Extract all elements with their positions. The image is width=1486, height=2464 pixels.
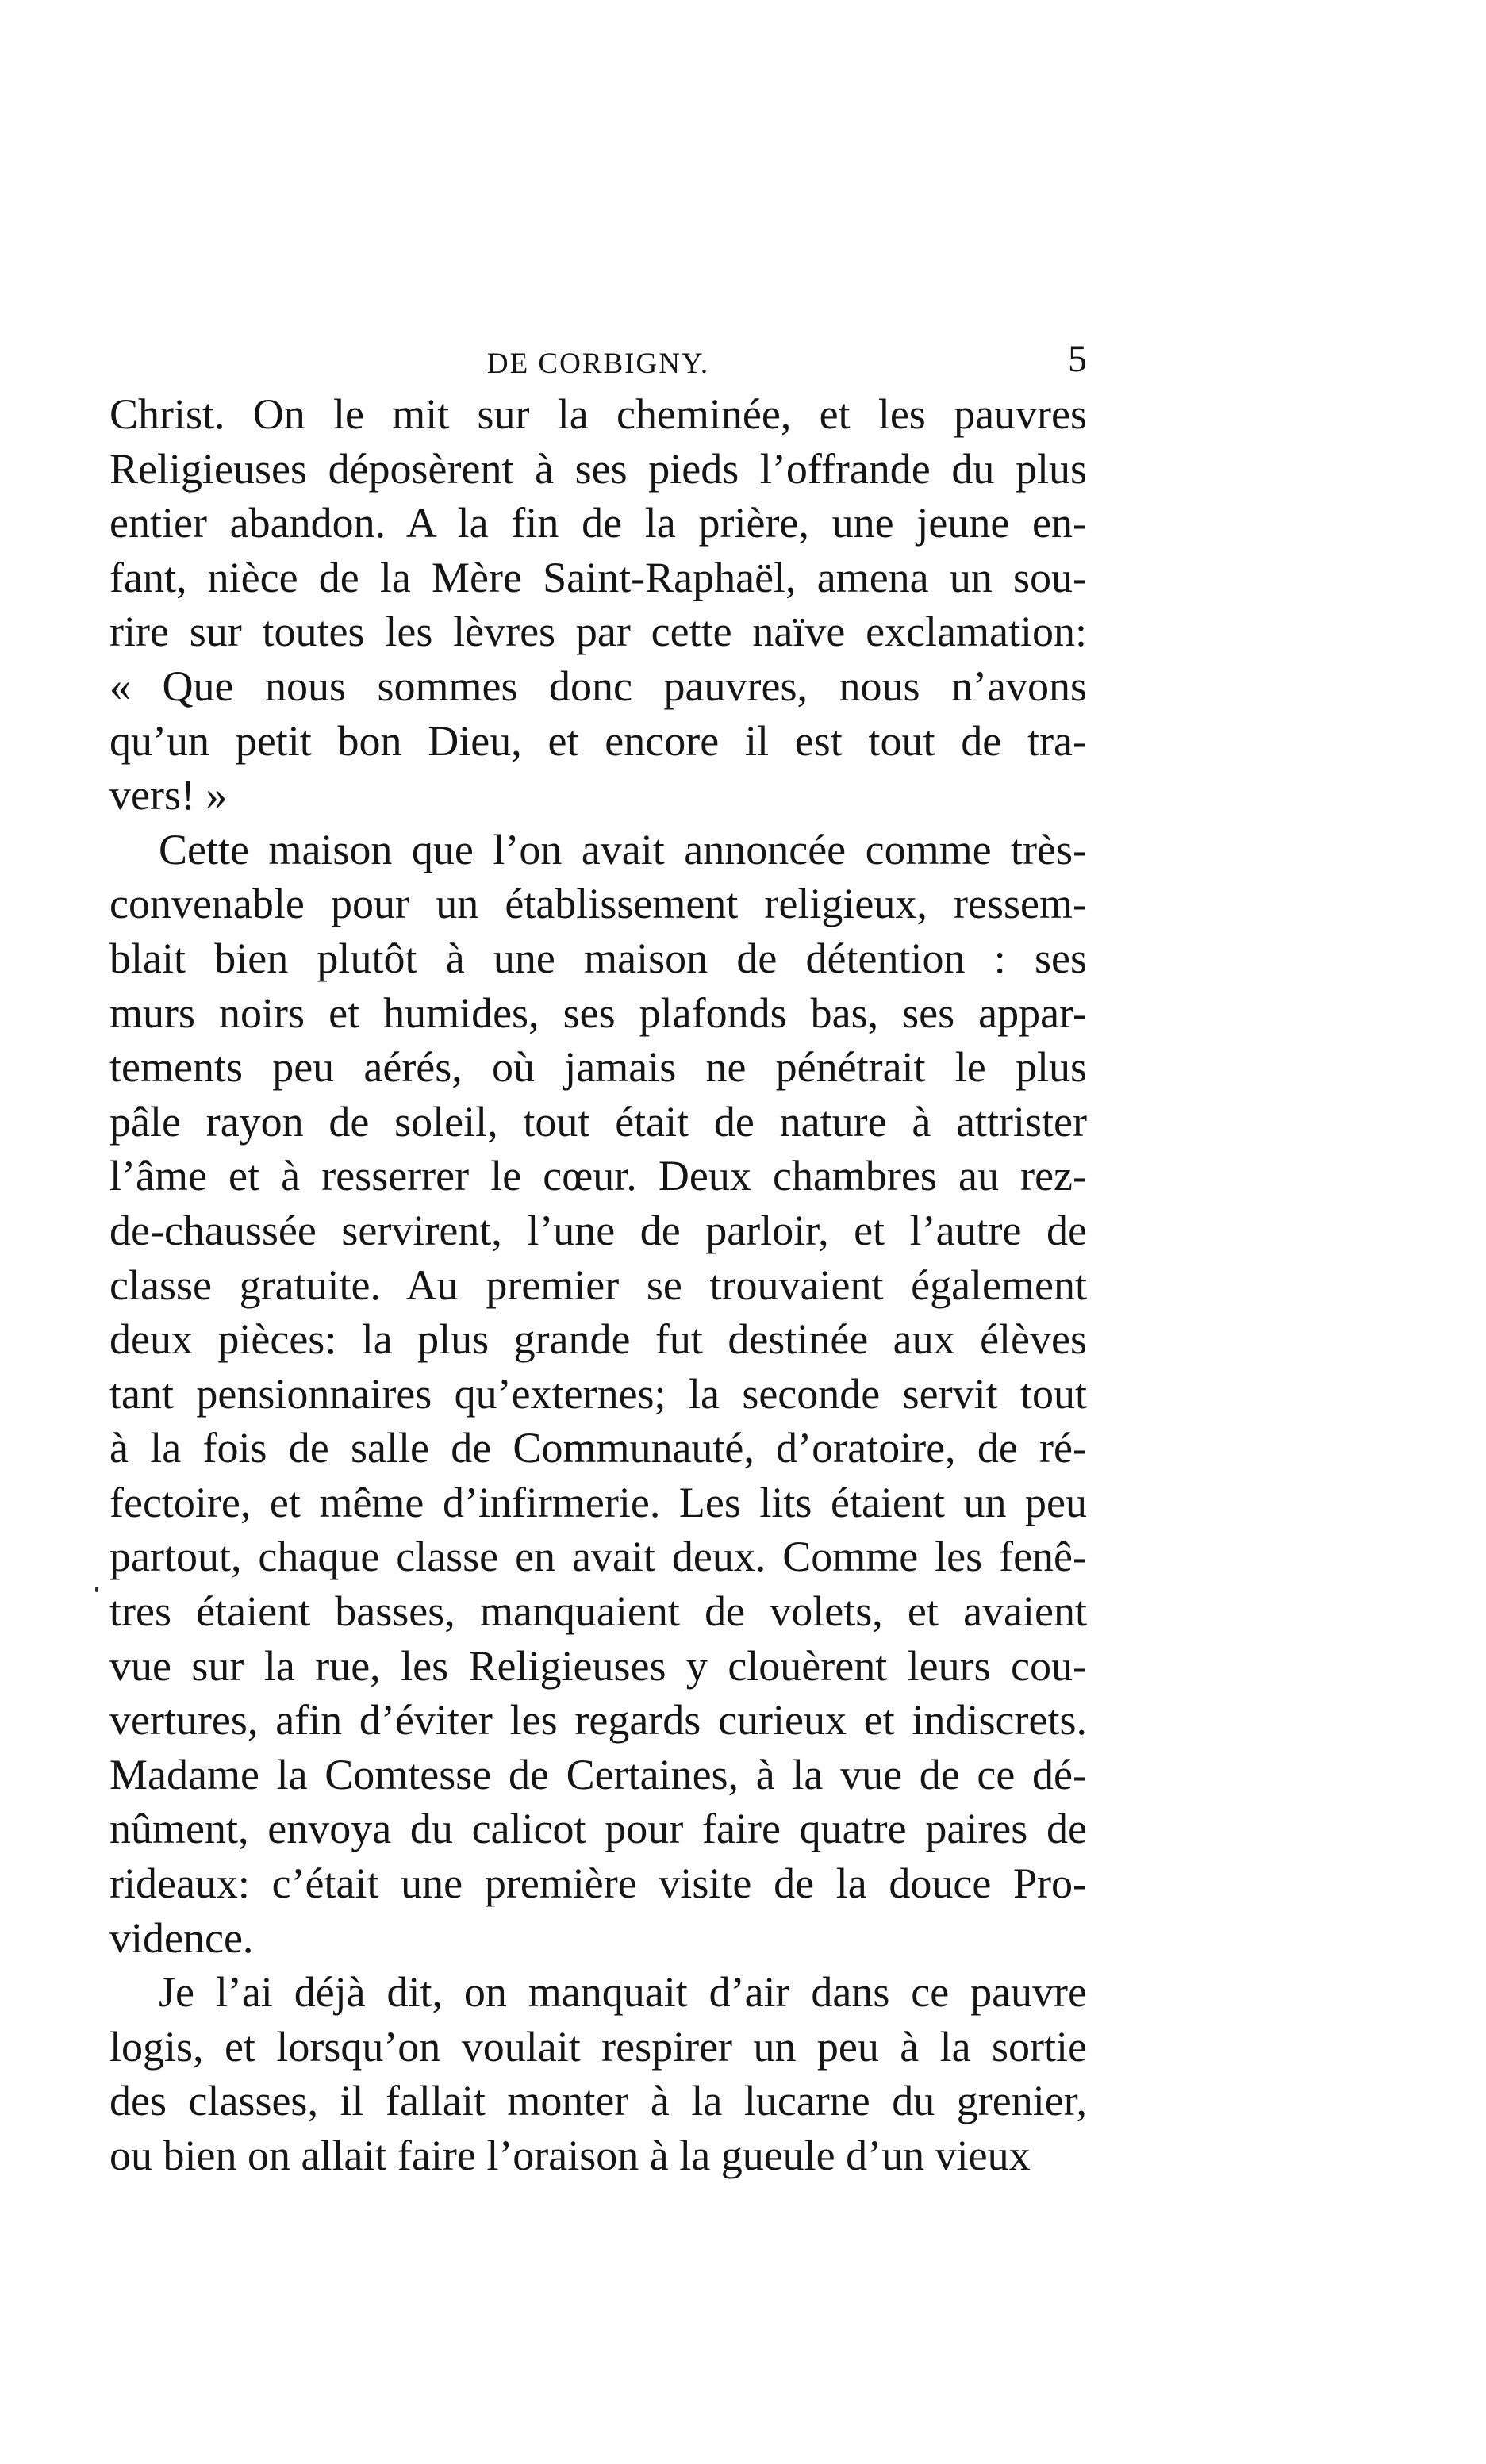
text-line: rideaux: c’était une première visite de la douce Pro- [109,1860,1087,1908]
text-line: fant, nièce de la Mère Saint-Raphaël, amena un sou- [109,553,1087,601]
running-title: DE CORBIGNY. [486,347,710,380]
page-number: 5 [1068,338,1087,380]
paragraph [109,387,1087,823]
text-line: tements peu aérés, où jamais ne pénétrait le plus [109,1043,1087,1092]
text-line: pâle rayon de soleil, tout était de nature à attrister [109,1097,1087,1146]
text-line: nûment, envoya du calicot pour faire quatre paires de [109,1805,1087,1853]
margin-ink-mark [95,1587,98,1592]
text-line: tres étaient basses, manquaient de volets, et avaient [109,1587,1087,1636]
text-line: Religieuses déposèrent à ses pieds l’offrande du plus [109,444,1087,493]
text-line: vue sur la rue, les Religieuses y clouèrent leurs cou- [109,1641,1087,1690]
text-line: Cette maison que l’on avait annoncée comme très- [159,825,1087,873]
text-line: vers! » [109,771,228,819]
text-line: qu’un petit bon Dieu, et encore il est tout de tra- [109,716,1087,765]
text-line: Christ. On le mit sur la cheminée, et les pauvres [109,390,1087,438]
text-line: blait bien plutôt à une maison de détention : ses [109,934,1087,982]
text-line: des classes, il fallait monter à la lucarne du grenier, [109,2077,1087,2125]
text-line: « Que nous sommes donc pauvres, nous n’avons [109,662,1087,710]
text-line: fectoire, et même d’infirmerie. Les lits étaient un peu [109,1478,1087,1526]
text-line: deux pièces: la plus grande fut destinée aux élèves [109,1315,1087,1364]
text-line: convenable pour un établissement religieux, ressem- [109,880,1087,928]
text-line: logis, et lorsqu’on voulait respirer un peu à la sortie [109,2022,1087,2071]
text-line: ou bien on allait faire l’oraison à la gueule d’un vieux [109,2132,1031,2179]
text-line: tant pensionnaires qu’externes; la seconde servit tout [109,1369,1087,1418]
text-line: entier abandon. A la fin de la prière, une jeune en- [109,499,1087,547]
text-line: murs noirs et humides, ses plafonds bas, ses appar- [109,988,1087,1037]
text-line: à la fois de salle de Communauté, d’oratoire, de ré- [109,1424,1087,1472]
text-line: partout, chaque classe en avait deux. Comme les fenê- [109,1533,1087,1581]
body-text [109,387,1087,2183]
text-line: Je l’ai déjà dit, on manquait d’air dans ce pauvre [159,1968,1087,2017]
running-header [109,337,1087,385]
text-line: classe gratuite. Au premier se trouvaient également [109,1261,1087,1309]
text-line: Madame la Comtesse de Certaines, à la vue de ce dé- [109,1750,1087,1798]
text-line: vidence. [109,1913,254,1962]
text-line: de-chaussée servirent, l’une de parloir, et l’autre de [109,1206,1087,1254]
paragraph [109,823,1087,1965]
text-line: l’âme et à resserrer le cœur. Deux chambres au rez- [109,1152,1087,1200]
text-line: rire sur toutes les lèvres par cette naïve exclamation: [109,608,1087,656]
text-line: vertures, afin d’éviter les regards curieux et indiscrets. [109,1696,1087,1744]
paragraph [109,1965,1087,2182]
